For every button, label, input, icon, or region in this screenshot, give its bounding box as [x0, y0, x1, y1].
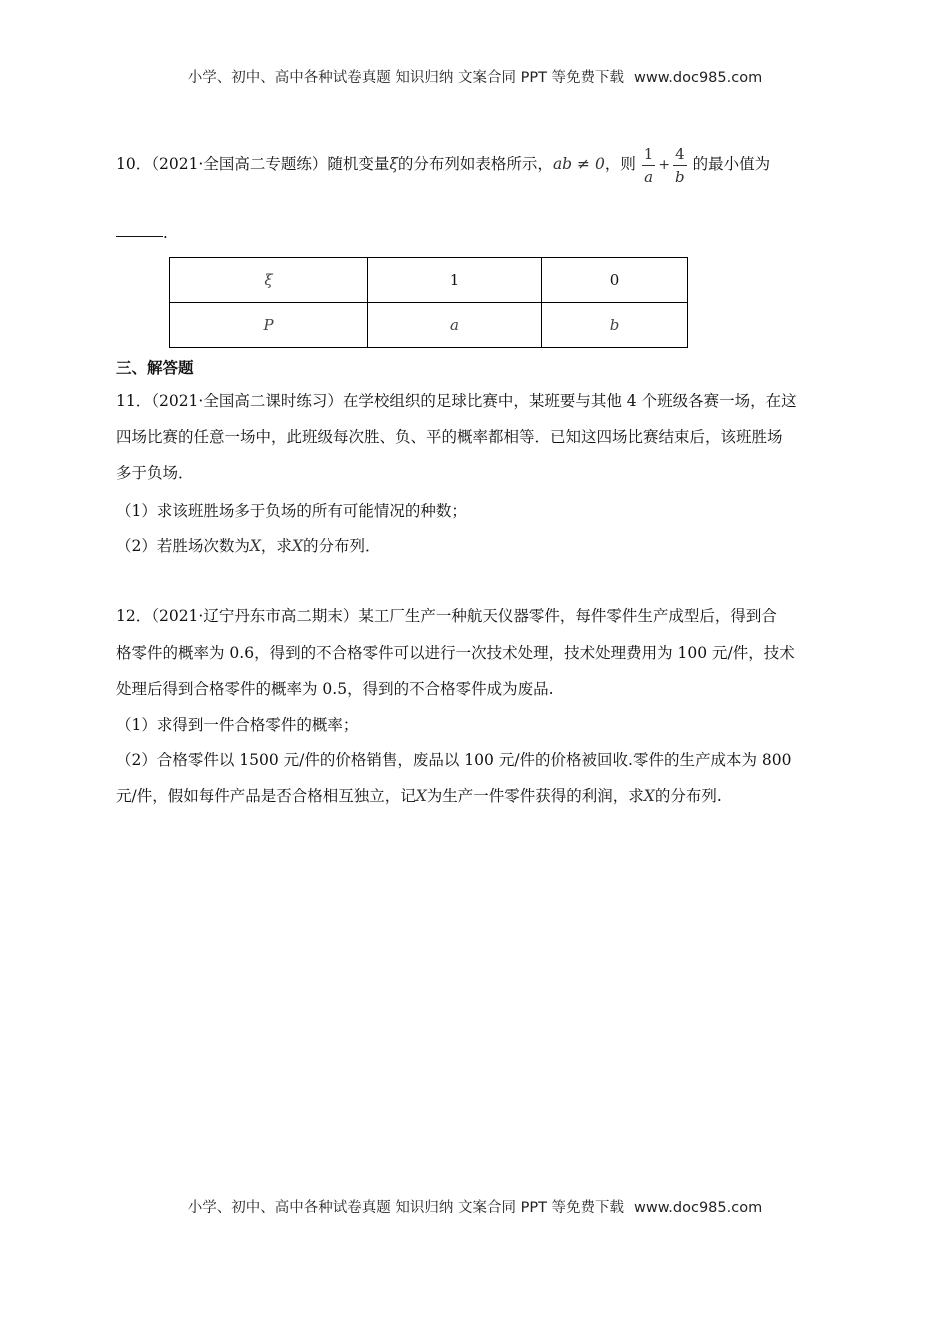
table-row	[170, 258, 688, 303]
footer-site-link[interactable]: www.doc985.com	[634, 1200, 763, 1216]
table-cell: a	[368, 303, 542, 348]
question-10-line1	[116, 136, 770, 192]
q12-line2: 格零件的概率为 0.6，得到的不合格零件可以进行一次技术处理，技术处理费用为 100 元/件，技术	[116, 644, 795, 662]
header-text: 小学、初中、高中各种试卷真题 知识归纳 文案合同 PPT 等免费下载	[187, 70, 625, 86]
page-footer-banner	[0, 1196, 950, 1217]
q10-answer-blank	[116, 226, 163, 237]
footer-text: 小学、初中、高中各种试卷真题 知识归纳 文案合同 PPT 等免费下载	[187, 1200, 625, 1216]
table-row	[170, 303, 688, 348]
q11-part2-text-b: ，求	[260, 537, 292, 555]
q11-line2: 四场比赛的任意一场中，此班级每次胜、负、平的概率都相等．已知这四场比赛结束后，该班胜场	[116, 428, 783, 446]
q12-line3: 处理后得到合格零件的概率为 0.5，得到的不合格零件成为废品.	[116, 680, 554, 698]
q10-xi: ξ	[389, 155, 398, 173]
q10-text1: 随机变量	[327, 155, 390, 173]
q10-source: （2021·全国高二专题练）	[151, 155, 328, 173]
frac2-denominator: b	[675, 167, 685, 186]
q12-var-x: X	[415, 787, 427, 805]
q10-fraction-4-over-b	[673, 145, 687, 186]
q12-part2-text-c: 的分布列.	[654, 787, 722, 805]
q11-part2	[116, 534, 381, 556]
page-header-banner	[0, 66, 950, 87]
q11-var-x: X	[291, 537, 303, 555]
header-site-link[interactable]: www.doc985.com	[634, 70, 763, 86]
q12-line1: 12．（2021·辽宁丹东市高二期末）某工厂生产一种航天仪器零件，每件零件生产成型后，得到合	[116, 607, 777, 625]
table-cell: 0	[542, 258, 688, 303]
table-cell: 1	[368, 258, 542, 303]
table-cell: ξ	[170, 258, 368, 303]
q10-blank-period: .	[163, 224, 168, 242]
q11-part2-text-a: （2）若胜场次数为	[116, 537, 250, 555]
q12-part2-line2	[116, 784, 722, 806]
frac2-numerator: 4	[673, 145, 687, 166]
q12-part2-text-a: 元/件，假如每件产品是否合格相互独立，记	[116, 787, 416, 805]
q12-var-x: X	[643, 787, 655, 805]
frac1-numerator: 1	[642, 145, 656, 166]
table-cell: P	[170, 303, 368, 348]
q10-plus: +	[658, 157, 671, 173]
q11-var-x: X	[249, 537, 261, 555]
q10-text4: 的最小值为	[692, 155, 771, 173]
q12-part2-line1: （2）合格零件以 1500 元/件的价格销售，废品以 100 元/件的价格被回收.零件的生产成本为 800	[116, 751, 792, 769]
q10-text3: ，则	[604, 155, 636, 173]
q11-line1: 11．（2021·全国高二课时练习）在学校组织的足球比赛中，某班要与其他 4 个班级各赛一场，在这	[116, 392, 797, 410]
q11-line3: 多于负场．	[116, 464, 194, 482]
q12-part2-text-b: 为生产一件零件获得的利润，求	[426, 787, 644, 805]
q11-part2-text-c: 的分布列．	[302, 537, 381, 555]
section-title: 三、解答题	[116, 358, 194, 377]
table-cell: b	[542, 303, 688, 348]
q12-part1: （1）求得到一件合格零件的概率；	[116, 716, 359, 734]
q10-fraction-1-over-a	[642, 145, 656, 186]
q10-text2: 的分布列如表格所示，	[397, 155, 553, 173]
distribution-table	[169, 257, 688, 348]
frac1-denominator: a	[644, 167, 654, 186]
q11-part1: （1）求该班胜场多于负场的所有可能情况的种数；	[116, 502, 467, 520]
q10-condition: ab ≠ 0	[552, 155, 605, 173]
q10-number: 10．	[116, 155, 152, 173]
